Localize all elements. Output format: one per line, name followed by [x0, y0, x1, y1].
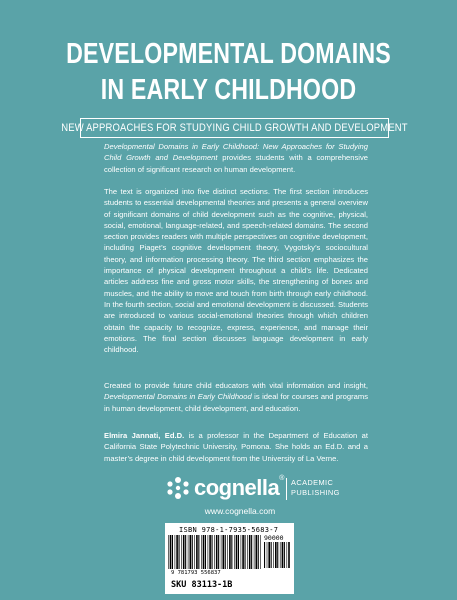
subtitle-box [61, 118, 408, 138]
isbn-text: ISBN 978-1-7935-5683-7 [179, 526, 279, 534]
barcode-bar [205, 535, 206, 569]
barcode-bar [194, 535, 195, 569]
price-barcode [264, 542, 290, 568]
barcode-bar [225, 535, 226, 569]
barcode-bar [223, 535, 225, 569]
barcode-bar [176, 535, 178, 569]
barcode-bar [273, 542, 274, 568]
author-bio [104, 430, 368, 464]
barcode-bar [271, 542, 272, 568]
barcode-bar [185, 535, 186, 569]
barcode-bar [282, 542, 284, 568]
barcode-bar [258, 535, 259, 569]
barcode-bar [242, 535, 244, 569]
barcode-bar [203, 535, 205, 569]
isbn-barcode [168, 535, 262, 569]
barcode-bar [218, 535, 219, 569]
logo-divider [286, 478, 287, 500]
author-name: Elmira Jannati, Ed.D. [104, 431, 185, 440]
barcode-bar [287, 542, 288, 568]
barcode-bar [236, 535, 238, 569]
barcode-bar [196, 535, 198, 569]
blurb-p3-rest: is ideal for courses and programs in human development, child development, and education. [104, 392, 368, 413]
barcode-bar [179, 535, 180, 569]
barcode-bar [175, 535, 176, 569]
publisher-website: www.cognella.com [204, 506, 276, 516]
academic-publishing-label: ACADEMIC PUBLISHING [291, 478, 340, 497]
barcode-bar [190, 535, 192, 569]
blurb-paragraph-2: The text is organized into five distinct sections. The first section introduces students to essential developmental theories and presents a general overview of significant domains of child development such as the cognitive, physical, social, emotional, language-related, and speech-related domains. The second section provides readers with multiple perspectives on cognitive development, including Piaget’s cognitive development theory, Vygotsky’s sociocultural theory, and information processing theory. The third section emphasizes the importance of physical development throughout a child’s life. Dedicated articles address fine and gross motor skills, the strengthening of bones and muscles, and the ability to move and touch from birth through early childhood. In the fourth section, social and emotional development is discussed. Students are introduced to various social-emotional theories through which children obtain the capacity to recognize, express, experience, and manage their emotions. The final section discusses language development in early childhood. [104, 187, 368, 355]
barcode-bar [238, 535, 239, 569]
barcode-bar [227, 535, 228, 569]
barcode-bar [268, 542, 270, 568]
barcode-bar [183, 535, 185, 569]
barcode-bar [181, 535, 182, 569]
barcode-bar [267, 542, 268, 568]
barcode-bar [231, 535, 232, 569]
barcode-bar [216, 535, 218, 569]
barcode-bar [212, 535, 213, 569]
barcode-bar [275, 542, 277, 568]
barcode-bar [192, 535, 193, 569]
barcode-bar [214, 535, 215, 569]
barcode-bar [251, 535, 252, 569]
publisher-logo [165, 473, 340, 516]
barcode-bar [188, 535, 189, 569]
barcode-bar [288, 542, 290, 568]
author-bio-text: is a professor in the Department of Education at California State Polytechnic University, Pomona. She holds an Ed.D. and a master’s degree in child development from the University of La Verne. [104, 431, 368, 463]
barcode-bar [247, 535, 248, 569]
book-title-line-1: DEVELOPMENTAL DOMAINS [66, 38, 391, 70]
barcode-bar [168, 535, 169, 569]
book-title-line-2: IN EARLY CHILDHOOD [100, 74, 357, 106]
barcode-bar [201, 535, 202, 569]
price-code: 90000 [264, 534, 284, 542]
publisher-brand: cognella® [194, 475, 284, 500]
barcode-bar [241, 535, 242, 569]
barcode-bar [280, 542, 281, 568]
sku-text: SKU 83113-1B [171, 580, 233, 590]
barcode-bar [249, 535, 251, 569]
barcode-bar [172, 535, 173, 569]
barcode-bar [234, 535, 235, 569]
barcode-bar [254, 535, 255, 569]
barcode-bar [264, 542, 265, 568]
barcode-bar [198, 535, 199, 569]
blurb-p3-start: Created to provide future child educators with vital information and insight, [104, 381, 368, 390]
registered-mark: ® [279, 475, 284, 482]
blurb-paragraph-3 [104, 380, 368, 414]
barcode-number: 9 781793 556837 [171, 570, 221, 576]
cognella-mark-icon [165, 475, 191, 501]
blurb-p3-title: Developmental Domains in Early Childhood [104, 392, 252, 402]
barcode-box [165, 523, 294, 594]
barcode-bar [245, 535, 246, 569]
barcode-bar [229, 535, 231, 569]
barcode-bar [256, 535, 258, 569]
barcode-bar [284, 542, 285, 568]
book-subtitle: NEW APPROACHES FOR STUDYING CHILD GROWTH AND DEVELOPMENT [61, 122, 408, 134]
barcode-bar [260, 535, 261, 569]
blurb-book-title: Developmental Domains in Early Childhood: New Approaches for Studying Child Growth and Development [104, 142, 368, 163]
barcode-bar [209, 535, 211, 569]
barcode-bar [208, 535, 209, 569]
blurb-p1-text: provides students with a comprehensive collection of significant research on human development. [104, 153, 368, 174]
barcode-bar [170, 535, 172, 569]
blurb-paragraph-1 [104, 141, 368, 175]
barcode-bar [277, 542, 278, 568]
barcode-bar [221, 535, 222, 569]
